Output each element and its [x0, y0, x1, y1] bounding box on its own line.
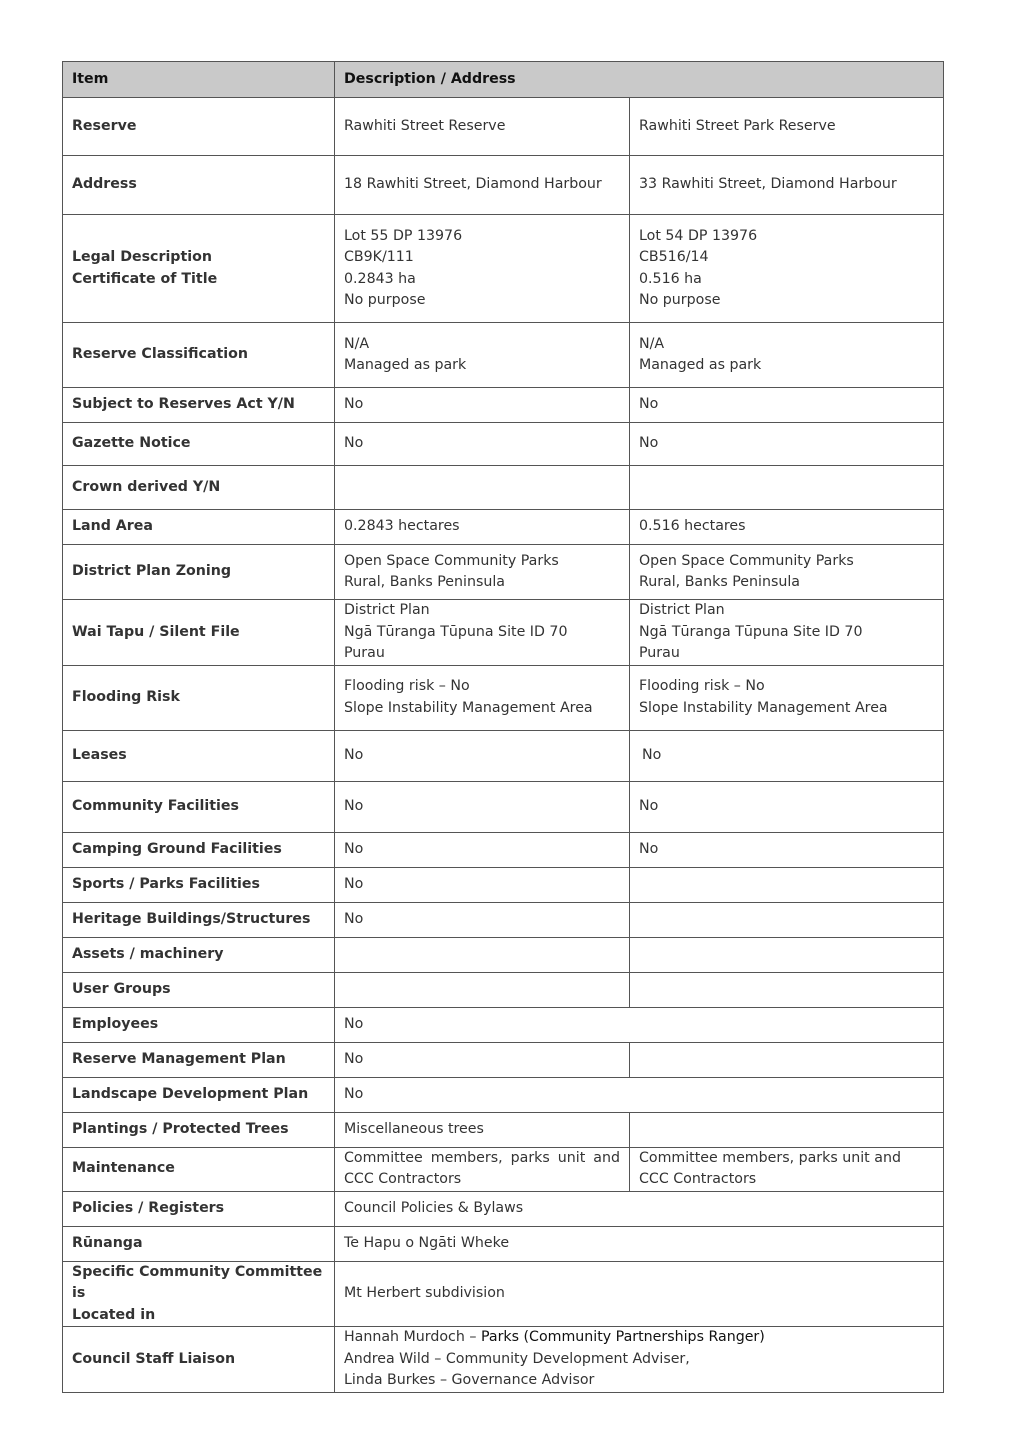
header-description: Description / Address [335, 62, 944, 98]
table-row [63, 1327, 944, 1393]
land-area-b: 0.516 hectares [630, 510, 944, 545]
policies-value: Council Policies & Bylaws [335, 1191, 944, 1226]
row-label-community-facilities: Community Facilities [63, 781, 335, 832]
flooding-a-line2: Slope Instability Management Area [344, 699, 593, 716]
zoning-b [630, 545, 944, 600]
row-label-legal [63, 215, 335, 323]
address-b: 33 Rawhiti Street, Diamond Harbour [630, 156, 944, 215]
table-row [63, 1077, 944, 1112]
flooding-b-line1: Flooding risk – No [639, 678, 765, 694]
wai-tapu-a-line3: Purau [344, 645, 385, 661]
table-row [63, 156, 944, 215]
crown-b [630, 466, 944, 510]
table-row [63, 1112, 944, 1147]
flooding-a-line1: Flooding risk – No [344, 678, 470, 694]
table-row [63, 600, 944, 666]
row-label-reserve: Reserve [63, 98, 335, 156]
zoning-b-line1: Open Space Community Parks [639, 552, 854, 569]
table-row [63, 1226, 944, 1261]
classification-a-line2: Managed as park [344, 357, 467, 373]
runanga-value: Te Hapu o Ngāti Wheke [335, 1226, 944, 1261]
zoning-a-line2: Rural, Banks Peninsula [344, 574, 505, 590]
legal-label-line1: Legal Description [72, 249, 212, 265]
zoning-b-line2: Rural, Banks Peninsula [639, 574, 800, 590]
plantings-b [630, 1112, 944, 1147]
row-label-maintenance: Maintenance [63, 1147, 335, 1191]
row-label-land-area: Land Area [63, 510, 335, 545]
zoning-a [335, 545, 630, 600]
liaison-line3: Linda Burkes – Governance Advisor [344, 1372, 595, 1388]
camping-a: No [335, 832, 630, 867]
wai-tapu-b-line2: Ngā Tūranga Tūpuna Site ID 70 [639, 623, 863, 640]
flooding-a [335, 665, 630, 730]
assets-b [630, 937, 944, 972]
row-label-flooding: Flooding Risk [63, 665, 335, 730]
camping-b: No [630, 832, 944, 867]
table-row [63, 1042, 944, 1077]
table-row [63, 937, 944, 972]
row-label-zoning: District Plan Zoning [63, 545, 335, 600]
reserve-a: Rawhiti Street Reserve [335, 98, 630, 156]
zoning-a-line1: Open Space Community Parks [344, 552, 559, 569]
row-label-reserves-act: Subject to Reserves Act Y/N [63, 388, 335, 423]
flooding-b-line2: Slope Instability Management Area [639, 699, 888, 716]
user-groups-b [630, 972, 944, 1007]
table-row [63, 510, 944, 545]
sports-b [630, 867, 944, 902]
row-label-wai-tapu: Wai Tapu / Silent File [63, 600, 335, 666]
table-row [63, 1261, 944, 1327]
address-a: 18 Rawhiti Street, Diamond Harbour [335, 156, 630, 215]
reserves-act-a: No [335, 388, 630, 423]
table-row [63, 388, 944, 423]
community-facilities-b: No [630, 781, 944, 832]
wai-tapu-b-line1: District Plan [639, 602, 725, 618]
reserve-information-table [62, 61, 944, 1393]
table-row [63, 902, 944, 937]
reserve-b: Rawhiti Street Park Reserve [630, 98, 944, 156]
wai-tapu-b-line3: Purau [639, 645, 680, 661]
classification-b [630, 323, 944, 388]
heritage-a: No [335, 902, 630, 937]
table-row [63, 781, 944, 832]
classification-a [335, 323, 630, 388]
table-row [63, 466, 944, 510]
sports-a: No [335, 867, 630, 902]
rmp-b [630, 1042, 944, 1077]
row-label-runanga: Rūnanga [63, 1226, 335, 1261]
legal-a-lot: Lot 55 DP 13976 [344, 227, 463, 244]
table-row [63, 665, 944, 730]
leases-b: No [630, 730, 944, 781]
reserves-act-b: No [630, 388, 944, 423]
flooding-b [630, 665, 944, 730]
heritage-b [630, 902, 944, 937]
user-groups-a [335, 972, 630, 1007]
table-row [63, 98, 944, 156]
classification-a-line1: N/A [344, 335, 370, 352]
legal-a-purpose: No purpose [344, 292, 426, 308]
land-area-a: 0.2843 hectares [335, 510, 630, 545]
row-label-employees: Employees [63, 1007, 335, 1042]
row-label-policies: Policies / Registers [63, 1191, 335, 1226]
table-row [63, 423, 944, 466]
row-label-assets: Assets / machinery [63, 937, 335, 972]
plantings-a: Miscellaneous trees [335, 1112, 630, 1147]
classification-b-line1: N/A [639, 335, 665, 352]
legal-a-area: 0.2843 ha [344, 270, 416, 287]
wai-tapu-a-line2: Ngā Tūranga Tūpuna Site ID 70 [344, 623, 568, 640]
maintenance-a: Committee members, parks unit and CCC Contractors [335, 1147, 630, 1191]
row-label-leases: Leases [63, 730, 335, 781]
row-label-camping: Camping Ground Facilities [63, 832, 335, 867]
legal-b-purpose: No purpose [639, 292, 721, 308]
row-label-sports: Sports / Parks Facilities [63, 867, 335, 902]
ldp-value: No [335, 1077, 944, 1112]
table-row [63, 323, 944, 388]
table-row [63, 1007, 944, 1042]
employees-value: No [335, 1007, 944, 1042]
legal-b-title: CB516/14 [639, 249, 709, 265]
community-facilities-a: No [335, 781, 630, 832]
table-row [63, 1191, 944, 1226]
assets-a [335, 937, 630, 972]
table-row [63, 972, 944, 1007]
legal-b [630, 215, 944, 323]
legal-b-lot: Lot 54 DP 13976 [639, 227, 758, 244]
liaison-line2: Andrea Wild – Community Development Adviser, [344, 1350, 690, 1367]
liaison-value [335, 1327, 944, 1393]
table-row [63, 832, 944, 867]
legal-a [335, 215, 630, 323]
row-label-plantings: Plantings / Protected Trees [63, 1112, 335, 1147]
table-header-row [63, 62, 944, 98]
row-label-heritage: Heritage Buildings/Structures [63, 902, 335, 937]
committee-label-line2: Located in [72, 1306, 156, 1323]
row-label-gazette: Gazette Notice [63, 423, 335, 466]
header-item: Item [63, 62, 335, 98]
row-label-address: Address [63, 156, 335, 215]
rmp-a: No [335, 1042, 630, 1077]
wai-tapu-b [630, 600, 944, 666]
table-row [63, 215, 944, 323]
row-label-rmp: Reserve Management Plan [63, 1042, 335, 1077]
liaison-line1-role: Parks (Community Partnerships Ranger) [480, 1329, 765, 1345]
row-label-user-groups: User Groups [63, 972, 335, 1007]
row-label-committee [63, 1261, 335, 1327]
row-label-classification: Reserve Classification [63, 323, 335, 388]
table-row [63, 1147, 944, 1191]
maintenance-b: Committee members, parks unit and CCC Contractors [630, 1147, 944, 1191]
gazette-a: No [335, 423, 630, 466]
gazette-b: No [630, 423, 944, 466]
row-label-liaison: Council Staff Liaison [63, 1327, 335, 1393]
crown-a [335, 466, 630, 510]
legal-b-area: 0.516 ha [639, 270, 702, 287]
table-row [63, 730, 944, 781]
liaison-line1-name: Hannah Murdoch – [344, 1329, 481, 1345]
legal-a-title: CB9K/111 [344, 249, 414, 265]
committee-value: Mt Herbert subdivision [335, 1261, 944, 1327]
classification-b-line2: Managed as park [639, 357, 762, 373]
wai-tapu-a [335, 600, 630, 666]
row-label-ldp: Landscape Development Plan [63, 1077, 335, 1112]
row-label-crown: Crown derived Y/N [63, 466, 335, 510]
wai-tapu-a-line1: District Plan [344, 602, 430, 618]
liaison-line1 [344, 1327, 934, 1349]
leases-a: No [335, 730, 630, 781]
table-row [63, 545, 944, 600]
committee-label-line1: Specific Community Committee is [72, 1263, 323, 1301]
table-row [63, 867, 944, 902]
legal-label-line2: Certificate of Title [72, 270, 218, 287]
